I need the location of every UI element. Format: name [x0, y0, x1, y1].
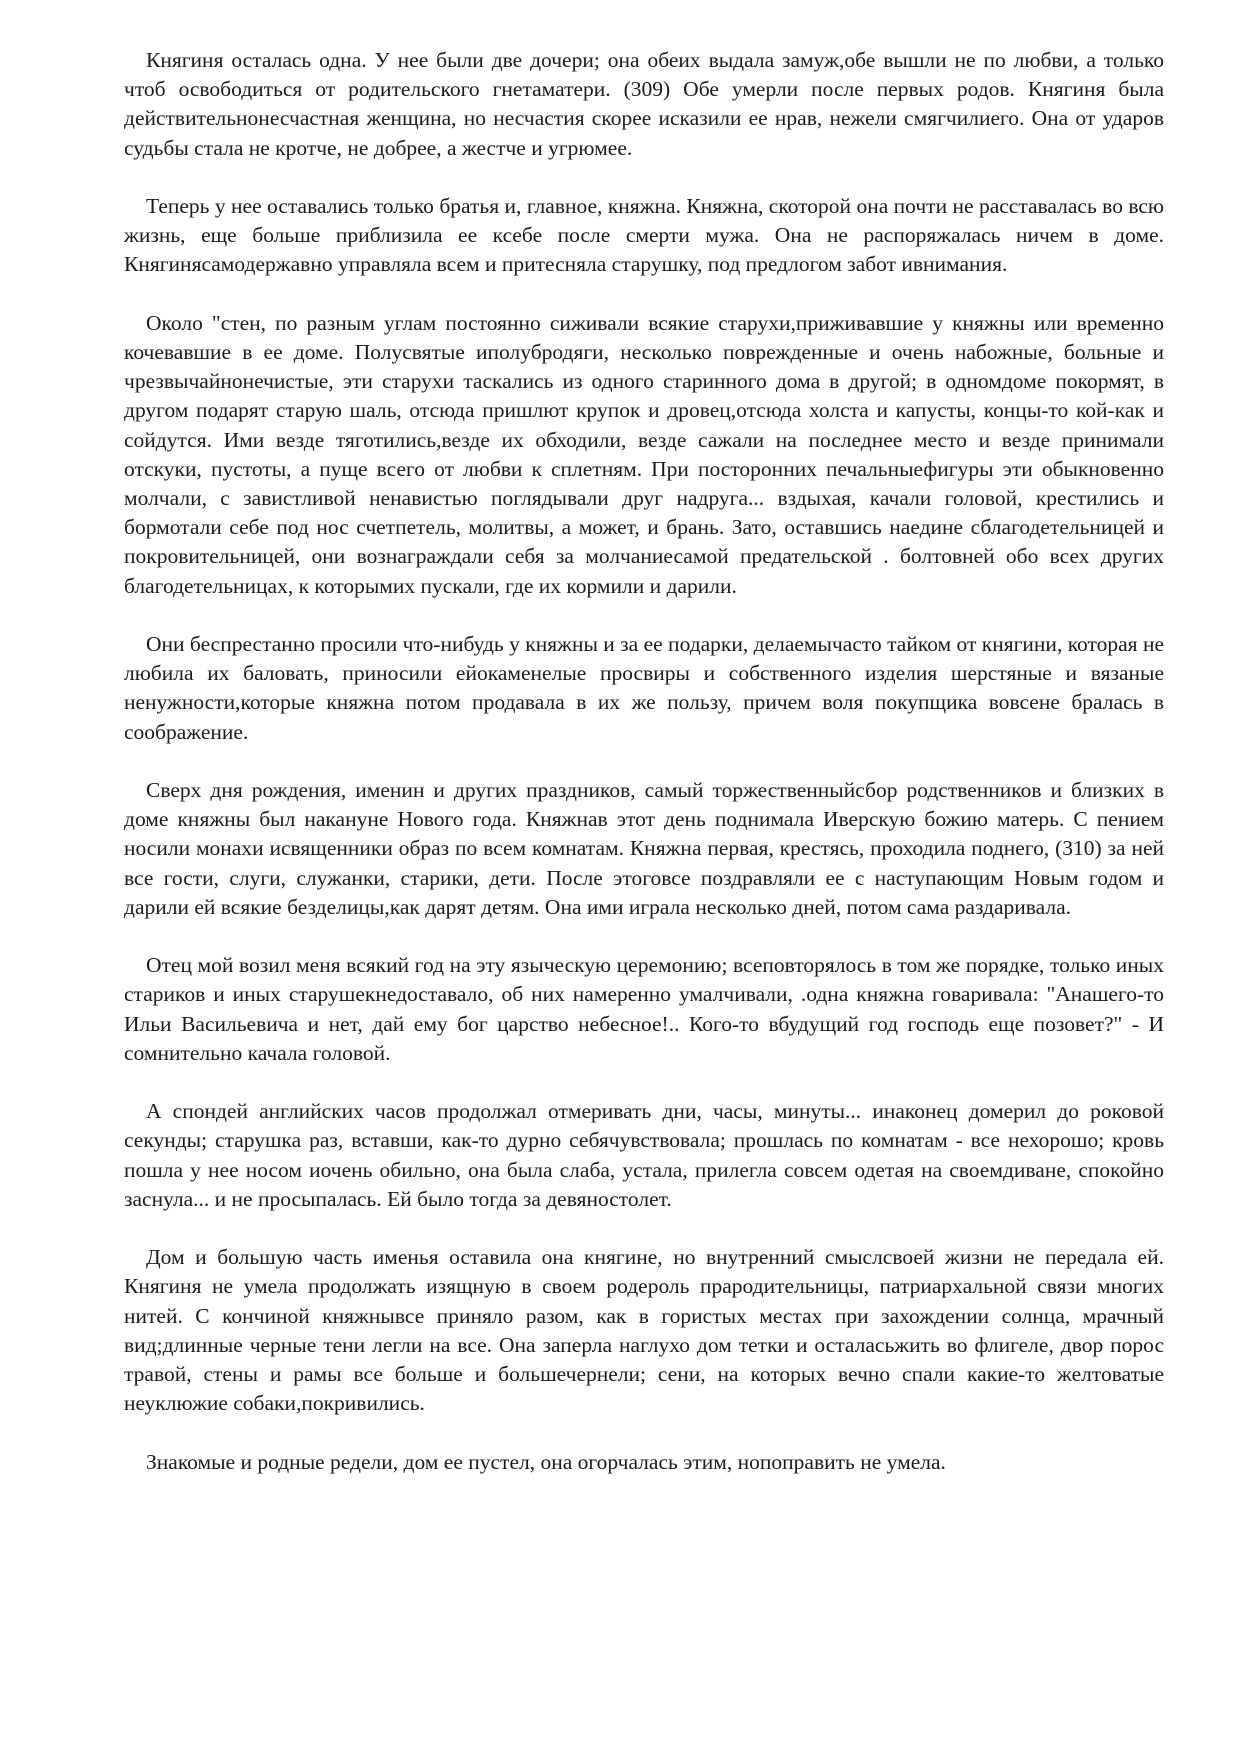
paragraph-2: Теперь у нее оставались только братья и, главное, княжна. Княжна, скоторой она почти не расставалась во всю жизнь, еще больше приблизила ее ксебе после смерти мужа. Она не распоряжалась ничем в доме. Княгинясамодержавно управляла всем и притесняла старушку, под предлогом забот ивнимания.: [124, 194, 1164, 277]
paragraph-4: Они беспрестанно просили что-нибудь у княжны и за ее подарки, делаемычасто тайком от княгини, которая не любила их баловать, приносили ейокаменелые просвиры и собственного изделия шерстяные и вязаные ненужности,которые княжна потом продавала в их же пользу, причем воля покупщика вовсене бралась в соображение.: [124, 632, 1164, 744]
paragraph-3: Около "стен, по разным углам постоянно сиживали всякие старухи,приживавшие у княжны или временно кочевавшие в ее доме. Полусвятые иполубродяги, несколько поврежденные и очень набожные, больные и чрезвычайнонечистые, эти старухи таскались из одного старинного дома в другой; в одномдоме покормят, в другом подарят старую шаль, отсюда пришлют крупок и дровец,отсюда холста и капусты, концы-то кой-как и сойдутся. Ими везде тяготились,везде их обходили, везде сажали на последнее место и везде принимали отскуки, пустоты, а пуще всего от любви к сплетням. При посторонних печальныефигуры эти обыкновенно молчали, с завистливой ненавистью поглядывали друг надруга... вздыхая, качали головой, крестились и бормотали себе под нос счетпетель, молитвы, а может, и брань. Зато, оставшись наедине сблагодетельницей и покровительницей, они вознаграждали себя за молчаниесамой предательской . болтовней обо всех других благодетельницах, к которымих пускали, где их кормили и дарили.: [124, 310, 1164, 598]
paragraph-5: Сверх дня рождения, именин и других праздников, самый торжественныйсбор родственников и близких в доме княжны был накануне Нового года. Княжнав этот день поднимала Иверскую божию матерь. С пением носили монахи исвященники образ по всем комнатам. Княжна первая, крестясь, проходила поднего, (310) за ней все гости, слуги, служанки, старики, дети. После этоговсе поздравляли ее с наступающим Новым годом и дарили ей всякие безделицы,как дарят детям. Она ими играла несколько дней, потом сама раздаривала.: [124, 778, 1164, 919]
paragraph-9: Знакомые и родные редели, дом ее пустел, она огорчалась этим, нопоправить не умела.: [146, 1449, 946, 1474]
paragraph-8: Дом и большую часть именья оставила она княгине, но внутренний смыслсвоей жизни не передала ей. Княгиня не умела продолжать изящную в своем родероль прародительницы, патриархальной связи многих нитей. С кончиной княжнывсе приняло разом, как в гористых местах при захождении солнца, мрачный вид;длинные черные тени легли на все. Она заперла наглухо дом тетки и осталасьжить во флигеле, двор порос травой, стены и рамы все больше и большечернели; сени, на которых вечно спали какие-то желтоватые неуклюжие собаки,покривились.: [124, 1245, 1164, 1416]
paragraph-7: А спондей английских часов продолжал отмеривать дни, часы, минуты... инаконец домерил до роковой секунды; старушка раз, вставши, как-то дурно себячувствовала; прошлась по комнатам - все нехорошо; кровь пошла у нее носом иочень обильно, она была слаба, устала, прилегла совсем одетая на своемдиване, спокойно заснула... и не просыпалась. Ей было тогда за девяностолет.: [124, 1099, 1164, 1211]
paragraph-6: Отец мой возил меня всякий год на эту языческую церемонию; всеповторялось в том же порядке, только иных стариков и иных старушекнедоставало, об них намеренно умалчивали, .одна княжна говаривала: "Анашего-то Ильи Васильевича и нет, дай ему бог царство небесное!.. Кого-то вбудущий год господь еще позовет?" - И сомнительно качала головой.: [124, 953, 1164, 1065]
document-text: [124, 46, 1164, 1477]
paragraph-1: Княгиня осталась одна. У нее были две дочери; она обеих выдала замуж,обе вышли не по любви, а только чтоб освободиться от родительского гнетаматери. (309) Обе умерли после первых родов. Княгиня была действительнонесчастная женщина, но несчастия скорее исказили ее нрав, нежели смягчилиего. Она от ударов судьбы стала не кротче, не добрее, а жестче и угрюмее.: [124, 48, 1164, 160]
